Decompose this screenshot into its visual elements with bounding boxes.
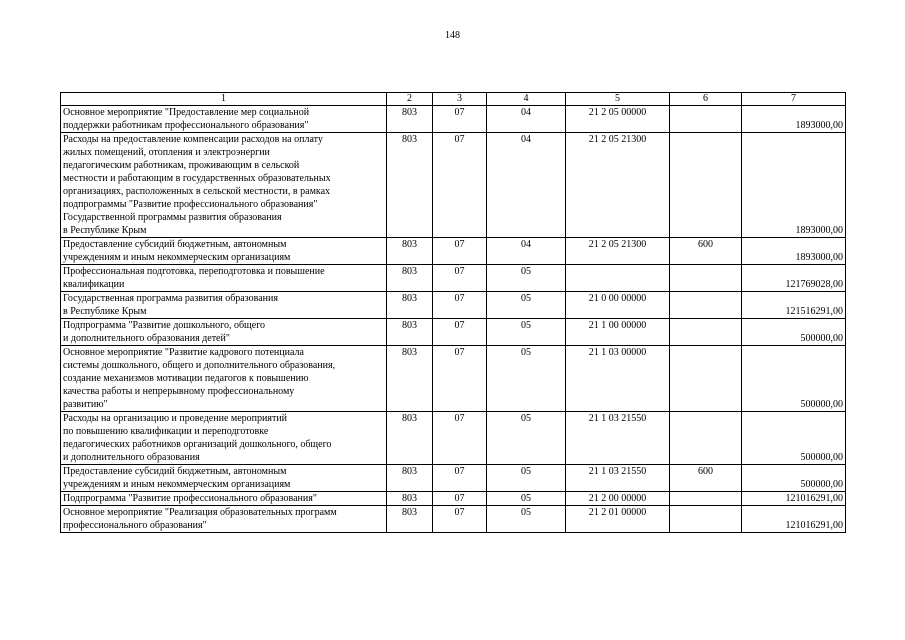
header-cell: 2 (387, 93, 433, 106)
row-expense-type-cell (670, 506, 742, 533)
table-row (61, 346, 846, 412)
row-subsection-cell: 05 (487, 465, 566, 492)
row-amount-cell: 500000,00 (742, 465, 846, 492)
table-row (61, 319, 846, 346)
row-subsection-cell: 05 (487, 319, 566, 346)
table-row (61, 265, 846, 292)
table-row (61, 412, 846, 465)
row-section-cell: 07 (433, 412, 487, 465)
row-subsection-cell: 04 (487, 106, 566, 133)
row-ministry-code-cell: 803 (387, 346, 433, 412)
row-section-cell: 07 (433, 133, 487, 238)
table-row (61, 492, 846, 506)
row-section-cell: 07 (433, 106, 487, 133)
row-expense-type-cell (670, 412, 742, 465)
row-target-article-cell: 21 0 00 00000 (566, 292, 670, 319)
row-expense-type-cell: 600 (670, 238, 742, 265)
row-name-cell: Основное мероприятие "Предоставление мер социальной поддержки работникам профессионального образования" (61, 106, 387, 133)
row-expense-type-cell (670, 492, 742, 506)
row-subsection-cell: 05 (487, 265, 566, 292)
row-ministry-code-cell: 803 (387, 133, 433, 238)
row-subsection-cell: 05 (487, 506, 566, 533)
header-cell: 1 (61, 93, 387, 106)
row-section-cell: 07 (433, 465, 487, 492)
row-ministry-code-cell: 803 (387, 106, 433, 133)
row-amount-cell: 1893000,00 (742, 238, 846, 265)
row-ministry-code-cell: 803 (387, 238, 433, 265)
row-ministry-code-cell: 803 (387, 292, 433, 319)
row-name-cell: Подпрограмма "Развитие дошкольного, общего и дополнительного образования детей" (61, 319, 387, 346)
page-number: 148 (445, 30, 460, 41)
row-target-article-cell: 21 1 03 00000 (566, 346, 670, 412)
row-amount-cell: 121016291,00 (742, 492, 846, 506)
row-ministry-code-cell: 803 (387, 506, 433, 533)
row-section-cell: 07 (433, 506, 487, 533)
row-ministry-code-cell: 803 (387, 412, 433, 465)
row-ministry-code-cell: 803 (387, 319, 433, 346)
table-row (61, 133, 846, 238)
row-name-cell: Профессиональная подготовка, переподготовка и повышение квалификации (61, 265, 387, 292)
row-target-article-cell: 21 1 03 21550 (566, 465, 670, 492)
row-amount-cell: 500000,00 (742, 412, 846, 465)
row-name-cell: Предоставление субсидий бюджетным, автономным учреждениям и иным некоммерческим организациям (61, 465, 387, 492)
row-expense-type-cell (670, 292, 742, 319)
row-target-article-cell: 21 2 05 21300 (566, 133, 670, 238)
row-section-cell: 07 (433, 346, 487, 412)
row-name-cell: Расходы на организацию и проведение мероприятий по повышению квалификации и переподготовке педагогических работников организаций дошкольного, общего и дополнительного образования (61, 412, 387, 465)
header-cell: 5 (566, 93, 670, 106)
row-subsection-cell: 05 (487, 346, 566, 412)
row-ministry-code-cell: 803 (387, 492, 433, 506)
row-subsection-cell: 05 (487, 492, 566, 506)
row-subsection-cell: 05 (487, 412, 566, 465)
row-amount-cell: 1893000,00 (742, 106, 846, 133)
row-section-cell: 07 (433, 319, 487, 346)
table-row (61, 465, 846, 492)
row-amount-cell: 1893000,00 (742, 133, 846, 238)
header-cell: 7 (742, 93, 846, 106)
row-subsection-cell: 05 (487, 292, 566, 319)
row-amount-cell: 500000,00 (742, 346, 846, 412)
row-ministry-code-cell: 803 (387, 265, 433, 292)
row-expense-type-cell (670, 265, 742, 292)
row-ministry-code-cell: 803 (387, 465, 433, 492)
header-cell: 4 (487, 93, 566, 106)
row-name-cell: Предоставление субсидий бюджетным, автономным учреждениям и иным некоммерческим организациям (61, 238, 387, 265)
table-row (61, 292, 846, 319)
header-cell: 3 (433, 93, 487, 106)
table-row (61, 238, 846, 265)
row-target-article-cell: 21 2 00 00000 (566, 492, 670, 506)
row-name-cell: Основное мероприятие "Развитие кадрового потенциала системы дошкольного, общего и дополнительного образования, создание механизмов мотивации педагогов к повышению качества работы и непрерывному профессиональному развитию" (61, 346, 387, 412)
header-cell: 6 (670, 93, 742, 106)
row-name-cell: Основное мероприятие "Реализация образовательных программ профессионального образования" (61, 506, 387, 533)
table-row (61, 506, 846, 533)
row-expense-type-cell (670, 106, 742, 133)
row-target-article-cell: 21 2 05 00000 (566, 106, 670, 133)
row-name-cell: Расходы на предоставление компенсации расходов на оплату жилых помещений, отопления и электроэнергии педагогическим работникам, проживающим в сельской местности и работающим в государственных образовательных организациях, расположенных в сельской местности, в рамках подпрограммы "Развитие профессионального образования" Государственной программы развития образования в Республике Крым (61, 133, 387, 238)
row-section-cell: 07 (433, 492, 487, 506)
row-amount-cell: 121516291,00 (742, 292, 846, 319)
row-expense-type-cell (670, 346, 742, 412)
row-amount-cell: 121016291,00 (742, 506, 846, 533)
row-subsection-cell: 04 (487, 238, 566, 265)
row-section-cell: 07 (433, 292, 487, 319)
row-expense-type-cell (670, 133, 742, 238)
row-expense-type-cell (670, 319, 742, 346)
row-target-article-cell: 21 2 05 21300 (566, 238, 670, 265)
row-name-cell: Подпрограмма "Развитие профессионального образования" (61, 492, 387, 506)
row-amount-cell: 121769028,00 (742, 265, 846, 292)
row-target-article-cell: 21 2 01 00000 (566, 506, 670, 533)
row-subsection-cell: 04 (487, 133, 566, 238)
row-target-article-cell: 21 1 00 00000 (566, 319, 670, 346)
row-section-cell: 07 (433, 265, 487, 292)
budget-table (60, 92, 846, 533)
row-expense-type-cell: 600 (670, 465, 742, 492)
table-row (61, 106, 846, 133)
table-header-row (61, 93, 846, 106)
row-amount-cell: 500000,00 (742, 319, 846, 346)
row-section-cell: 07 (433, 238, 487, 265)
row-target-article-cell (566, 265, 670, 292)
row-target-article-cell: 21 1 03 21550 (566, 412, 670, 465)
row-name-cell: Государственная программа развития образования в Республике Крым (61, 292, 387, 319)
